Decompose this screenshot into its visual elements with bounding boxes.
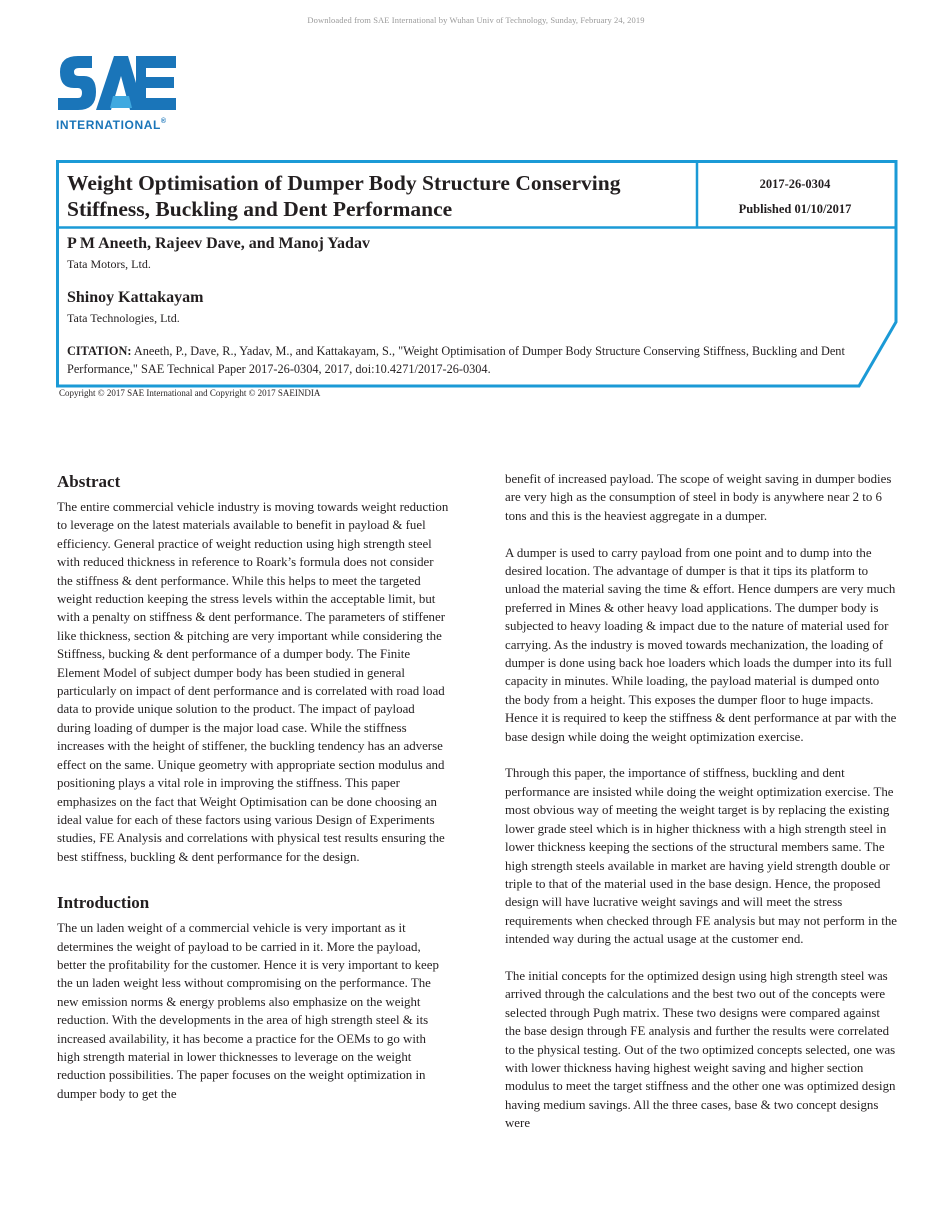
affiliation-2: Tata Technologies, Ltd. <box>67 311 180 325</box>
abstract-heading: Abstract <box>57 472 121 491</box>
paragraph: Through this paper, the importance of stiffness, buckling and dent performance are insisted while doing the weight optimization exercise. The most obvious way of meeting the weight target is by replacing the existing lower grade steel which is in higher thickness with a high strength steel in lower thickness keeping the sections of the structural members same. The high strength steels available in market are having yield strength double or triple to that of the material used in the base design. Hence, the proposed design will have lucrative weight savings and will meet the stress requirements when checked through FE analysis but may not perform in the intended way during the actual usage at the customer end. <box>505 766 897 947</box>
sae-logo-mark <box>56 54 180 114</box>
affiliation-1: Tata Motors, Ltd. <box>67 257 151 271</box>
download-note: Downloaded from SAE International by Wuhan Univ of Technology, Sunday, February 24, 2019 <box>307 15 645 25</box>
sae-logo <box>56 54 180 134</box>
citation <box>67 343 847 378</box>
publication-date: Published 01/10/2017 <box>738 202 852 216</box>
author-list-2: Shinoy Kattakayam <box>67 289 204 306</box>
right-column <box>505 470 897 1133</box>
copyright-notice: Copyright © 2017 SAE International and Copyright © 2017 SAEINDIA <box>59 388 321 398</box>
paragraph: The initial concepts for the optimized design using high strength steel was arrived through the calculations and the best two out of the concepts were selected through Pugh matrix. These two designs were compared against the base design through FE analysis and further the results were correlated to the physical testing. Out of the two optimized concepts selected, one was with lower thickness having highest weight saving and higher section modulus to meet the target stiffness and the other one was optimized design having medium savings. All the three cases, base & two concept designs were <box>505 968 896 1131</box>
citation-text: Aneeth, P., Dave, R., Yadav, M., and Kattakayam, S., "Weight Optimisation of Dumper Body Structure Conserving Stiffness, Buckling and Dent Performance," SAE Technical Paper 2017-26-0304, 2017, doi:10.4271/2017-26-0304. <box>67 344 845 376</box>
author-list-1: P M Aneeth, Rajeev Dave, and Manoj Yadav <box>67 235 370 252</box>
paragraph: benefit of increased payload. The scope of weight saving in dumper bodies are very high as the consumption of steel in body is anywhere near 2 to 6 tons and this is the heaviest aggregate in a dumper. <box>505 472 892 523</box>
abstract-body: The entire commercial vehicle industry is moving towards weight reduction to leverage on the latest materials available to benefit in payload & fuel efficiency. General practice of weight reduction using high strength steel with reduced thickness in reference to Roark’s formula does not consider the stiffness & dent performance. While this helps to meet the targeted weight reduction keeping the stress levels within the acceptable limit, but with a penalty on stiffness & dent performance. The parameters of stiffener like thickness, section & pitching are very important while considering the Stiffness, bucking & dent performance of a dumper body. The Finite Element Model of subject dumper body has been studied in general particularly on impact of dent performance and is correlated with road load data to provide unique solution to the product. The impact of payload during loading of dumper is the major load case. While the stiffness increases with the height of stiffener, the buckling tendency has an adverse effect on the same. Unique geometry with appropriate section modulus and positioning plays a vital role in improving the stiffness. This paper emphasizes on the fact that Weight Optimisation can be done choosing an ideal value for each of these factors using various Design of Experiments studies, FE Analysis and correlations with physical test results ensuring the best stiffness, buckling & dent performance for the design. <box>57 500 449 864</box>
paragraph: A dumper is used to carry payload from one point and to dump into the desired location. The advantage of dumper is that it tips its platform to unload the material saving the time & effort. Hence dumpers are very much preferred in Mines & other heavy load applications. The dumper body is subjected to heavy loading & impact due to the nature of material used for carrying. As the industry is moved towards mechanization, the loading of dumper is done using back hoe loaders which loads the dumper into its full capacity in minutes. While loading, the payload material is dumped onto the body from a height. This exposes the dumper floor to huge impacts. Hence it is required to keep the stiffness & dent performance at par with the base design while doing the weight optimization exercise. <box>505 545 897 744</box>
sae-logo-subtext: INTERNATIONAL® <box>56 118 167 132</box>
paper-title: Weight Optimisation of Dumper Body Structure Conserving Stiffness, Buckling and Dent Performance <box>67 171 621 221</box>
introduction-body: The un laden weight of a commercial vehicle is very important as it determines the weight of payload to be carried in it. More the payload, better the profitability for the customer. Hence it is very important to keep the un laden weight less without compromising on the performance. The new emission norms & energy problems also emphasize on the weight reduction. With the developments in the area of high strength steel & its increased availability, it has become a practice for the OEMs to go with high strength material in lower thicknesses to leverage on the weight reduction possibilities. The paper focuses on the weight optimization in dumper body to get the <box>57 921 439 1101</box>
paper-id: 2017-26-0304 <box>759 177 831 191</box>
introduction-heading: Introduction <box>57 893 150 913</box>
citation-label: CITATION: <box>67 344 132 358</box>
left-column <box>57 470 449 1103</box>
